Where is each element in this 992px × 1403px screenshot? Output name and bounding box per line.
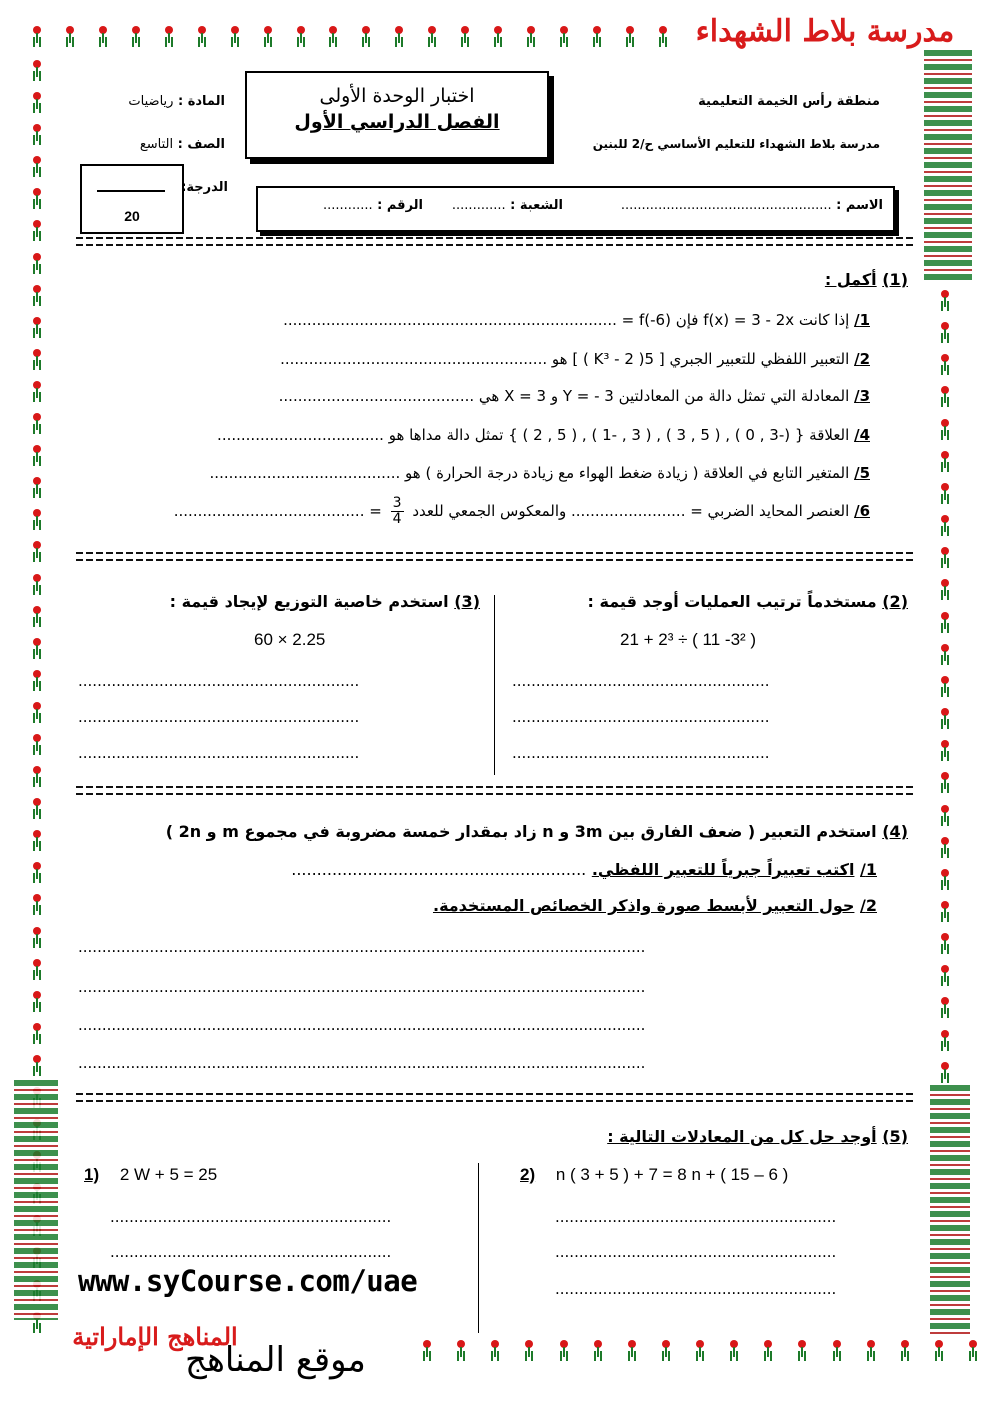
- flower-icon: [30, 1055, 44, 1073]
- q3-answer-line-1[interactable]: ...........................................................: [78, 672, 360, 690]
- name-dots: ...................................................: [620, 198, 832, 213]
- score-label: الدرجة:: [181, 180, 228, 195]
- number-label: الرقم :: [377, 198, 423, 213]
- flower-icon: [30, 670, 44, 688]
- flower-icon: [195, 26, 209, 44]
- flower-icon: [30, 285, 44, 303]
- q5-title: أوجد حل كل من المعادلات التالية :: [607, 1127, 877, 1146]
- student-name-field[interactable]: [621, 198, 883, 213]
- flower-icon: [938, 354, 952, 372]
- left-decor-strip: [14, 1080, 58, 1320]
- flower-icon: [727, 1340, 741, 1358]
- flower-icon: [30, 317, 44, 335]
- flower-icon: [420, 1340, 434, 1358]
- flower-icon: [938, 644, 952, 662]
- flower-icon: [659, 1340, 673, 1358]
- flower-icon: [30, 445, 44, 463]
- school-name: مدرسة بلاط الشهداء للتعليم الأساسي ح/2 للبنين: [592, 137, 880, 151]
- q5-eq2-answer-1[interactable]: ...........................................................: [555, 1208, 837, 1226]
- flower-icon: [938, 579, 952, 597]
- flower-icon: [30, 60, 44, 78]
- top-border: [30, 26, 670, 48]
- bottom-border: [420, 1340, 980, 1362]
- q4-title: استخدم التعبير ( ضعف الفارق بين 3m و n زاد بمقدار خمسة مضروبة في مجموع m و 2n ): [165, 822, 877, 841]
- flower-icon: [454, 1340, 468, 1358]
- flower-icon: [938, 1030, 952, 1048]
- flower-icon: [938, 386, 952, 404]
- watermark-site-name: موقع المناهج: [185, 1340, 366, 1380]
- q4-answer-line-4[interactable]: .......................................................................................................................: [78, 1054, 646, 1072]
- score-max: 20: [124, 208, 140, 224]
- q2-answer-line-1[interactable]: ......................................................: [512, 672, 770, 690]
- q1-item-3-number: 3/: [854, 387, 870, 405]
- flower-icon: [938, 805, 952, 823]
- flower-icon: [30, 253, 44, 271]
- q3-title: استخدم خاصية التوزيع لإيجاد قيمة :: [169, 592, 449, 611]
- q5-eq2-number: 2): [520, 1165, 536, 1184]
- flower-icon: [938, 933, 952, 951]
- score-blank-line: [97, 190, 165, 192]
- flower-icon: [938, 901, 952, 919]
- flower-icon: [966, 1340, 980, 1358]
- q1-item-6-text: العنصر المحايد الضربي = ........................ والمعكوس الجمعي للعدد: [412, 502, 850, 520]
- q5-heading: [607, 1127, 908, 1146]
- flower-icon: [938, 322, 952, 340]
- q1-item-5-number: 5/: [854, 464, 870, 482]
- q4-heading: [166, 822, 908, 841]
- brand-logo-bottom: المناهج الإماراتية: [72, 1322, 238, 1351]
- flower-icon: [488, 1340, 502, 1358]
- score-box: [80, 164, 184, 234]
- separator: [76, 786, 916, 795]
- q1-title: أكمل :: [824, 270, 877, 289]
- flower-icon: [625, 1340, 639, 1358]
- flower-icon: [30, 509, 44, 527]
- q4-sub-1-text: اكتب تعبيراً جبرياً للتعبير اللفظي.: [591, 860, 855, 879]
- flower-icon: [30, 991, 44, 1009]
- grade-value: التاسع: [139, 137, 174, 152]
- q1-item-2-text: التعبير اللفظي للتعبير الجبري [ 5( K³ - 2 ) ] هو: [551, 350, 850, 368]
- q4-sub-2: [433, 896, 877, 915]
- right-border: [938, 290, 960, 1080]
- flower-icon: [63, 26, 77, 44]
- flower-icon: [30, 574, 44, 592]
- q5-column-divider: [478, 1163, 479, 1333]
- subject-field: [40, 94, 225, 109]
- flower-icon: [30, 349, 44, 367]
- name-label: الاسم :: [836, 198, 883, 213]
- flower-icon: [830, 1340, 844, 1358]
- flower-icon: [938, 290, 952, 308]
- separator: [76, 1093, 916, 1102]
- q2-title: مستخدماً ترتيب العمليات أوجد قيمة :: [587, 592, 877, 611]
- q2-number: (2): [882, 592, 908, 611]
- q1-item-1-text: إذا كانت f(x) = 3 - 2x فإن f(-6) =: [621, 311, 850, 329]
- right-decor-strip-top: [924, 50, 972, 280]
- flower-icon: [129, 26, 143, 44]
- fraction-denominator: 4: [392, 511, 402, 527]
- flower-icon: [590, 26, 604, 44]
- q1-item-3-answer[interactable]: .........................................: [278, 387, 475, 405]
- flower-icon: [932, 1340, 946, 1358]
- q4-answer-line-1[interactable]: .......................................................................................................................: [78, 938, 646, 956]
- q4-sub-1-answer[interactable]: ..........................................................: [291, 860, 587, 879]
- flower-icon: [30, 638, 44, 656]
- separator: [76, 237, 916, 246]
- q1-item-4-answer[interactable]: ...................................: [217, 426, 384, 444]
- q5-eq2-answer-3[interactable]: ...........................................................: [555, 1280, 837, 1298]
- q1-item-1-number: 1/: [854, 311, 870, 329]
- flower-icon: [30, 830, 44, 848]
- q1-item-4-number: 4/: [854, 426, 870, 444]
- flower-icon: [30, 541, 44, 559]
- flower-icon: [557, 26, 571, 44]
- semester-title: الفصل الدراسي الأول: [294, 111, 500, 133]
- flower-icon: [96, 26, 110, 44]
- flower-icon: [30, 894, 44, 912]
- q1-item-5: [210, 464, 870, 482]
- watermark-url[interactable]: www.syCourse.com/uae: [78, 1264, 418, 1298]
- q4-answer-line-3[interactable]: .......................................................................................................................: [78, 1016, 646, 1034]
- flower-icon: [938, 547, 952, 565]
- q5-number: (5): [882, 1127, 908, 1146]
- flower-icon: [30, 156, 44, 174]
- q1-item-1-answer[interactable]: ......................................................................: [283, 311, 617, 329]
- flower-icon: [623, 26, 637, 44]
- flower-icon: [30, 862, 44, 880]
- q3-answer-line-3[interactable]: ...........................................................: [78, 744, 360, 762]
- flower-icon: [938, 612, 952, 630]
- school-logo-top: مدرسة بلاط الشهداء: [695, 14, 955, 49]
- q2-answer-line-2[interactable]: ......................................................: [512, 708, 770, 726]
- flower-icon: [938, 772, 952, 790]
- flower-icon: [326, 26, 340, 44]
- q1-item-6: [174, 496, 870, 527]
- q5-eq1-answer-2[interactable]: ...........................................................: [110, 1243, 392, 1261]
- flower-icon: [425, 26, 439, 44]
- section-field[interactable]: [452, 198, 563, 213]
- number-field[interactable]: [323, 198, 423, 213]
- flower-icon: [30, 381, 44, 399]
- flower-icon: [938, 869, 952, 887]
- flower-icon: [557, 1340, 571, 1358]
- q5-eq1-answer-1[interactable]: ...........................................................: [110, 1208, 392, 1226]
- q5-eq1-text: 2 W + 5 = 25: [119, 1165, 218, 1184]
- q2-expression: 21 + 2³ ÷ ( 11 -3² ): [620, 630, 757, 649]
- q4-number: (4): [882, 822, 908, 841]
- flower-icon: [656, 26, 670, 44]
- q3-heading: [170, 592, 480, 611]
- fraction-numerator: 3: [392, 495, 402, 511]
- q1-item-3: [279, 387, 870, 405]
- q1-item-2-number: 2/: [854, 350, 870, 368]
- number-dots: ............: [323, 198, 373, 213]
- flower-icon: [938, 837, 952, 855]
- flower-icon: [938, 483, 952, 501]
- q1-item-2: [280, 350, 870, 368]
- q4-answer-line-2[interactable]: .......................................................................................................................: [78, 978, 646, 996]
- flower-icon: [795, 1340, 809, 1358]
- flower-icon: [30, 959, 44, 977]
- q2-answer-line-3[interactable]: ......................................................: [512, 744, 770, 762]
- q1-item-2-answer[interactable]: ........................................................: [280, 350, 548, 368]
- flower-icon: [693, 1340, 707, 1358]
- flower-icon: [30, 766, 44, 784]
- q1-item-5-text: المتغير التابع في العلاقة ( زيادة ضغط الهواء مع زيادة درجة الحرارة ) هو: [405, 464, 850, 482]
- q4-sub-1: [291, 860, 877, 879]
- flower-icon: [30, 477, 44, 495]
- q1-item-1: [283, 311, 870, 329]
- q1-item-4: [217, 426, 870, 444]
- flower-icon: [30, 927, 44, 945]
- q3-answer-line-2[interactable]: ...........................................................: [78, 708, 360, 726]
- q3-number: (3): [454, 592, 480, 611]
- q1-item-5-answer[interactable]: ........................................: [209, 464, 401, 482]
- exam-title-box: [245, 71, 549, 159]
- grade-field: [40, 137, 225, 152]
- flower-icon: [392, 26, 406, 44]
- flower-icon: [30, 606, 44, 624]
- flower-icon: [591, 1340, 605, 1358]
- flower-icon: [761, 1340, 775, 1358]
- q4-sub-2-text: حول التعبير لأبسط صورة واذكر الخصائص المستخدمة.: [432, 896, 855, 915]
- flower-icon: [491, 26, 505, 44]
- flower-icon: [522, 1340, 536, 1358]
- flower-icon: [938, 708, 952, 726]
- q5-equation-1: [84, 1165, 217, 1185]
- subject-label: المادة :: [177, 94, 225, 109]
- flower-icon: [228, 26, 242, 44]
- q1-item-6-equals: =: [369, 502, 382, 520]
- flower-icon: [30, 220, 44, 238]
- flower-icon: [938, 419, 952, 437]
- flower-icon: [30, 702, 44, 720]
- flower-icon: [938, 1062, 952, 1080]
- flower-icon: [30, 1023, 44, 1041]
- q1-item-4-text: العلاقة { (-3 , 0 ) , ( 5 , 3 ) , ( 3 , -1 ) , ( 5 , 2 ) } تمثل دالة مداها هو: [388, 426, 850, 444]
- q1-number: (1): [882, 270, 908, 289]
- flower-icon: [864, 1340, 878, 1358]
- q3-expression: 60 × 2.25: [254, 630, 326, 649]
- flower-icon: [359, 26, 373, 44]
- flower-icon: [938, 451, 952, 469]
- grade-label: الصف :: [177, 137, 225, 152]
- q5-equation-2: [520, 1165, 788, 1185]
- student-info-box: [256, 186, 895, 232]
- section-dots: .............: [451, 198, 506, 213]
- section-label: الشعبة :: [510, 198, 563, 213]
- q2-heading: [588, 592, 908, 611]
- q4-sub-2-number: 2/: [860, 896, 877, 915]
- q1-item-6-number: 6/: [854, 502, 870, 520]
- flower-icon: [30, 26, 44, 44]
- q1-item-3-text: المعادلة التي تمثل دالة من المعادلتين Y = - 3 و X = 3 هي: [478, 387, 850, 405]
- flower-icon: [30, 734, 44, 752]
- q5-eq2-answer-2[interactable]: ...........................................................: [555, 1243, 837, 1261]
- q4-sub-1-number: 1/: [860, 860, 877, 879]
- flower-icon: [524, 26, 538, 44]
- flower-icon: [294, 26, 308, 44]
- fraction-three-quarters: [391, 496, 404, 527]
- region-name: منطقة رأس الخيمة التعليمية: [698, 94, 880, 109]
- flower-icon: [938, 676, 952, 694]
- column-divider: [494, 595, 495, 775]
- flower-icon: [30, 798, 44, 816]
- q1-item-6-answer[interactable]: ........................................: [173, 502, 365, 520]
- flower-icon: [261, 26, 275, 44]
- subject-value: رياضيات: [128, 94, 174, 109]
- flower-icon: [938, 997, 952, 1015]
- flower-icon: [458, 26, 472, 44]
- exam-title: اختبار الوحدة الأولى: [319, 85, 475, 107]
- flower-icon: [162, 26, 176, 44]
- separator: [76, 552, 916, 561]
- flower-icon: [30, 413, 44, 431]
- flower-icon: [898, 1340, 912, 1358]
- q1-heading: [825, 270, 908, 289]
- flower-icon: [938, 740, 952, 758]
- right-decor-strip-bottom: [930, 1085, 970, 1335]
- flower-icon: [938, 515, 952, 533]
- flower-icon: [938, 965, 952, 983]
- flower-icon: [30, 188, 44, 206]
- q5-eq2-text: n ( 3 + 5 ) + 7 = 8 n + ( 15 – 6 ): [555, 1165, 789, 1184]
- q5-eq1-number: 1): [84, 1165, 100, 1184]
